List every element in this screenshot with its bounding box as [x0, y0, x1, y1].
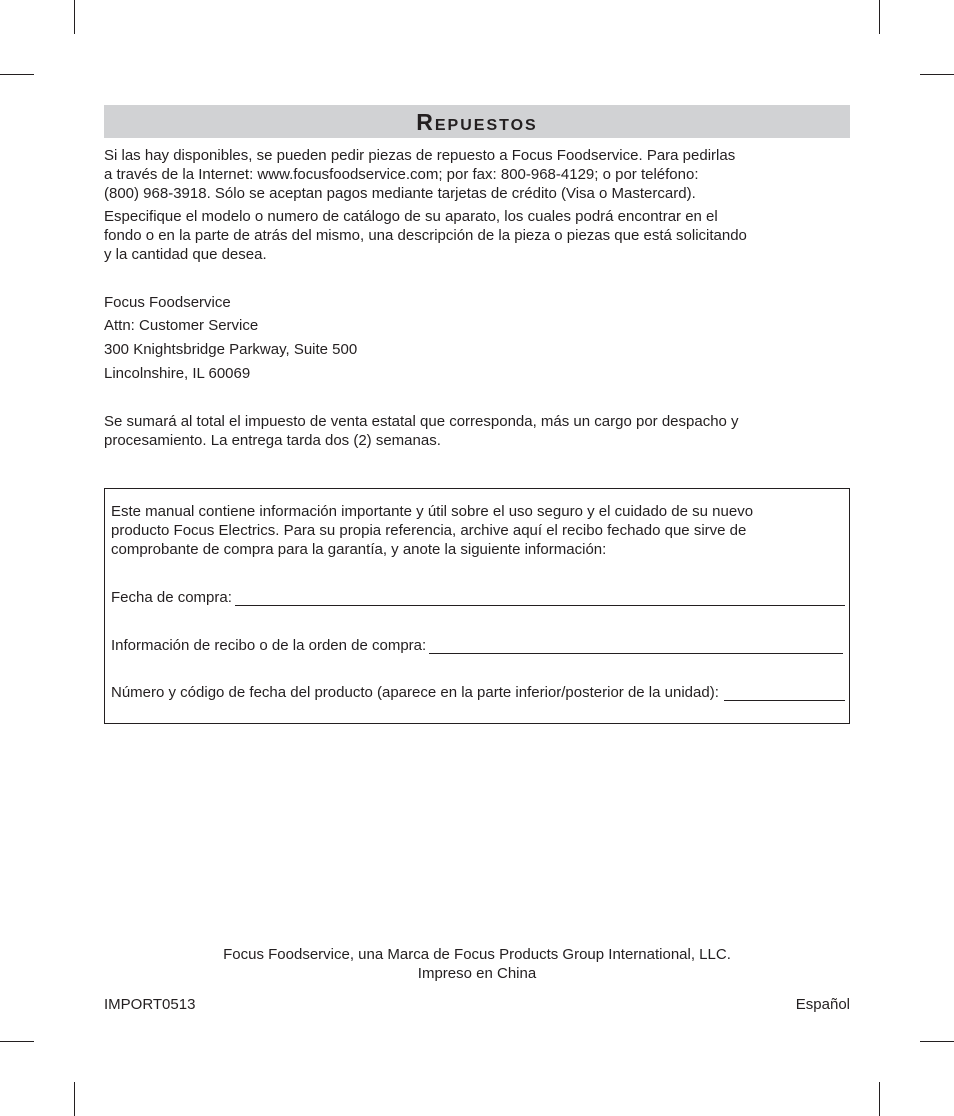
address-city: Lincolnshire, IL 60069: [104, 365, 251, 382]
crop-mark-top-right-horizontal: [920, 74, 954, 75]
paragraph-line: fondo o en la parte de atrás del mismo, una descripción de la pieza o piezas que está solicitando: [104, 227, 747, 244]
record-intro-line: Este manual contiene información importante y útil sobre el uso seguro y el cuidado de su nuevo: [111, 503, 754, 520]
address-attn: Attn: Customer Service: [104, 317, 259, 334]
paragraph-line: procesamiento. La entrega tarda dos (2) semanas.: [104, 432, 441, 449]
crop-mark-bottom-left-vertical: [74, 1082, 75, 1116]
tax-note-paragraph: [104, 412, 844, 450]
purchase-date-label: Fecha de compra:: [111, 589, 232, 606]
paragraph-line: (800) 968-3918. Sólo se aceptan pagos mediante tarjetas de crédito (Visa o Mastercard).: [104, 185, 696, 202]
section-header-bar: [104, 105, 850, 138]
footer-printed-in: Impreso en China: [417, 965, 537, 982]
purchase-date-field: [111, 588, 845, 607]
footer-company-line: Focus Foodservice, una Marca de Focus Products Group International, LLC.: [223, 946, 731, 963]
crop-mark-top-left-vertical: [74, 0, 75, 34]
product-code-label: Número y código de fecha del producto (aparece en la parte inferior/posterior de la unidad):: [111, 684, 719, 701]
paragraph-line: Especifique el modelo o numero de catálogo de su aparato, los cuales podrá encontrar en el: [104, 208, 718, 225]
section-title: Repuestos: [416, 109, 538, 135]
purchase-date-blank[interactable]: [235, 591, 845, 606]
paragraph-line: Si las hay disponibles, se pueden pedir piezas de repuesto a Focus Foodservice. Para pedirlas: [104, 147, 736, 164]
crop-mark-top-left-horizontal: [0, 74, 34, 75]
crop-mark-bottom-left-horizontal: [0, 1041, 34, 1042]
footer-language: Español: [795, 996, 850, 1013]
crop-mark-bottom-right-horizontal: [920, 1041, 954, 1042]
address-company: Focus Foodservice: [104, 294, 231, 311]
crop-mark-bottom-right-vertical: [879, 1082, 880, 1116]
product-code-blank[interactable]: [724, 686, 845, 701]
product-code-field: [111, 683, 845, 702]
address-street: 300 Knightsbridge Parkway, Suite 500: [104, 341, 358, 358]
paragraph-line: Se sumará al total el impuesto de venta estatal que corresponda, más un cargo por despacho y: [104, 413, 739, 430]
receipt-info-blank[interactable]: [429, 639, 843, 654]
purchase-record-box: [104, 488, 850, 724]
parts-ordering-paragraph: [104, 146, 844, 203]
model-info-paragraph: [104, 207, 844, 264]
paragraph-line: y la cantidad que desea.: [104, 246, 267, 263]
receipt-info-field: [111, 636, 845, 655]
paragraph-line: a través de la Internet: www.focusfoodservice.com; por fax: 800-968-4129; o por teléfono:: [104, 166, 699, 183]
footer-document-code: IMPORT0513: [104, 996, 196, 1013]
record-intro-line: comprobante de compra para la garantía, y anote la siguiente información:: [111, 541, 607, 558]
crop-mark-top-right-vertical: [879, 0, 880, 34]
receipt-info-label: Información de recibo o de la orden de compra:: [111, 637, 427, 654]
record-intro-line: producto Focus Electrics. Para su propia referencia, archive aquí el recibo fechado que sirve de: [111, 522, 747, 539]
